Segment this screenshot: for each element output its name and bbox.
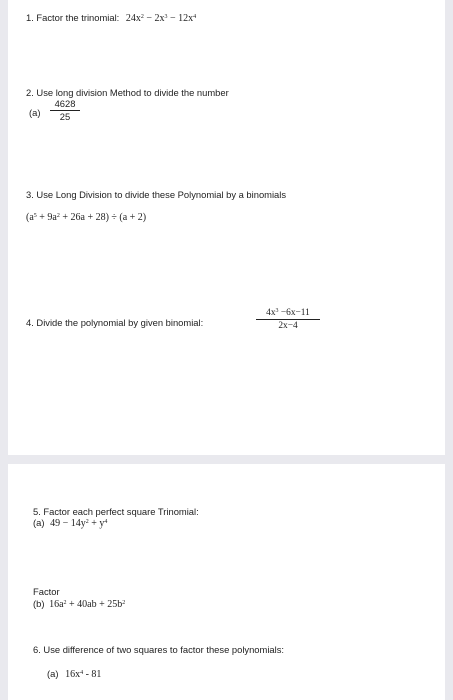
question-2-fraction bbox=[50, 98, 80, 123]
question-3-expression: $(a^5 + 9a^2 + 26a + 28) \div (a + 2)$ bbox=[26, 212, 147, 223]
question-2-denominator: 25 bbox=[59, 111, 71, 122]
worksheet-page-2 bbox=[8, 464, 445, 700]
question-5-part-a-expression: $49 - 14y^2 + y^4$ bbox=[50, 518, 108, 529]
question-1 bbox=[26, 12, 196, 25]
question-5-factor-label: Factor bbox=[33, 586, 60, 597]
question-6-part-a-expression: $16x^4 - 81$ bbox=[65, 669, 102, 680]
question-4-text: 4. Divide the polynomial by given binomial: bbox=[26, 317, 204, 328]
question-6-part-a: (a) $16x^4 - 81$ bbox=[47, 668, 102, 680]
worksheet-page-1 bbox=[8, 0, 445, 455]
question-2-part-a-label: (a) bbox=[29, 107, 41, 118]
question-5-part-a: (a) $49 - 14y^2 + y^4$ bbox=[33, 517, 108, 529]
question-5-text: 5. Factor each perfect square Trinomial: bbox=[33, 506, 199, 517]
question-3-text: 3. Use Long Division to divide these Polynomial by a binomials bbox=[26, 189, 287, 200]
question-2-numerator: 4628 bbox=[54, 98, 76, 109]
question-2-text: 2. Use long division Method to divide the number bbox=[26, 87, 229, 98]
question-1-expression: $24x^2 - 2x^3 - 12x^4$ bbox=[125, 13, 197, 24]
question-1-text: 1. Factor the trinomial: bbox=[26, 12, 120, 23]
question-4-fraction bbox=[256, 307, 320, 332]
question-6-text: 6. Use difference of two squares to factor these polynomials: bbox=[33, 644, 285, 655]
question-5-part-b: (b) $16a^2 + 40ab + 25b^2$ bbox=[33, 598, 126, 610]
question-5-part-b-expression: $16a^2 + 40ab + 25b^2$ bbox=[49, 599, 126, 610]
question-4-numerator: $4x^3 -6x-11$ bbox=[266, 308, 310, 318]
question-4-denominator: 2x−4 bbox=[278, 321, 298, 331]
